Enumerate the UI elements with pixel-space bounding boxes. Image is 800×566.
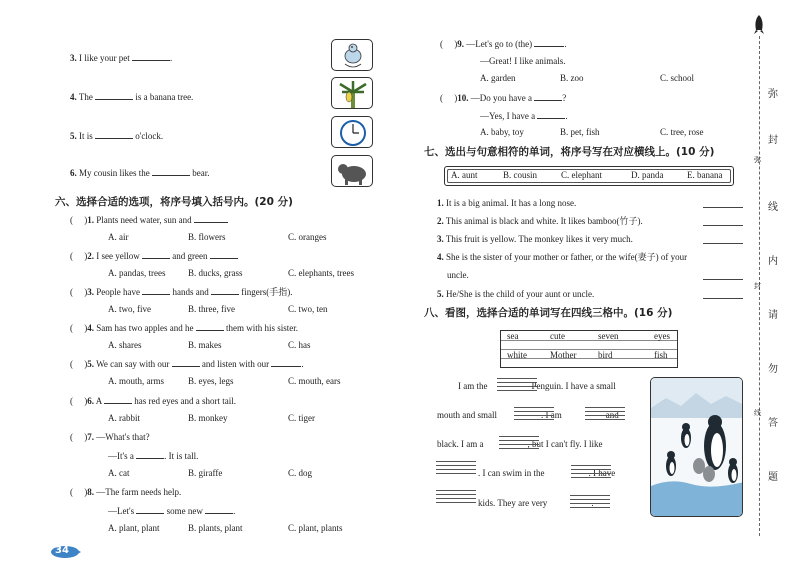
- seal-small-1: 弥: [754, 156, 761, 164]
- seal-char-6: 勿: [768, 364, 778, 375]
- s7-answer-line-2[interactable]: [703, 225, 743, 226]
- mc-1-option-c: C. oranges: [288, 232, 327, 242]
- word-bird: bird: [598, 350, 613, 360]
- q3: 3. I like your pet .: [70, 53, 173, 63]
- word-fish: fish: [654, 350, 668, 360]
- word-white: white: [507, 350, 527, 360]
- mc-5-option-b: B. eyes, legs: [188, 376, 234, 386]
- seal-char-4: 内: [768, 256, 778, 267]
- mc-2-option-c: C. elephants, trees: [288, 268, 354, 278]
- mc-8-line2: —Let's some new .: [108, 506, 236, 516]
- penguin-picture: [650, 377, 743, 517]
- mc-7-option-a: A. cat: [108, 468, 130, 478]
- s7-item-3: 3. This fruit is yellow. The monkey likes it very much.: [437, 234, 633, 244]
- q4: 4. The is a banana tree.: [70, 92, 194, 102]
- mc-2-option-a: A. pandas, trees: [108, 268, 166, 278]
- s7-answer-line-4[interactable]: [703, 279, 743, 280]
- mc-4-option-b: B. makes: [188, 340, 222, 350]
- word-elephant: C. elephant: [561, 170, 602, 180]
- word-seven: seven: [598, 331, 619, 341]
- seal-char-3: 线: [768, 202, 778, 213]
- mc-item-8: ( )8. —The farm needs help.: [70, 487, 182, 497]
- mc-item-10: ( )10. —Do you have a ?: [440, 93, 567, 103]
- write-grid-1[interactable]: [497, 378, 537, 392]
- mc-8-option-c: C. plant, plants: [288, 523, 343, 533]
- mc-item-9: ( )9. —Let's go to (the) .: [440, 39, 567, 49]
- mc-10-option-b: B. pet, fish: [560, 127, 600, 137]
- word-panda: D. panda: [631, 170, 664, 180]
- mc-1-option-b: B. flowers: [188, 232, 226, 242]
- write-grid-7[interactable]: [436, 490, 476, 504]
- banana-tree-picture: [331, 77, 373, 109]
- word-eyes: eyes: [654, 331, 670, 341]
- mc-3-option-b: B. three, five: [188, 304, 235, 314]
- clock-picture: [331, 116, 373, 148]
- passage-line-1: I am the Penguin. I have a small: [458, 381, 616, 391]
- s7-item-2: 2. This animal is black and white. It likes bamboo(竹子).: [437, 216, 643, 226]
- mc-item-5: ( )5. We can say with our and listen with our .: [70, 359, 304, 369]
- page-number: 34: [55, 545, 69, 556]
- seal-char-5: 请: [768, 310, 778, 321]
- section6-title: 六、选择合适的选项，将序号填入括号内。(20 分): [55, 196, 293, 208]
- seal-char-2: 封: [768, 135, 778, 146]
- q6: 6. My cousin likes the bear.: [70, 168, 210, 178]
- mc-6-option-b: B. monkey: [188, 413, 228, 423]
- passage-line-5: kids. They are very .: [478, 498, 594, 508]
- word-cousin: B. cousin: [503, 170, 538, 180]
- mc-4-option-a: A. shares: [108, 340, 142, 350]
- write-grid-3[interactable]: [585, 407, 625, 421]
- mc-3-option-c: C. two, ten: [288, 304, 328, 314]
- section8-word-grid: [500, 330, 678, 368]
- mc-2-option-b: B. ducks, grass: [188, 268, 243, 278]
- mc-item-2: ( )2. I see yellow and green: [70, 250, 238, 262]
- word-banana: E. banana: [687, 170, 723, 180]
- word-mother: Mother: [550, 350, 577, 360]
- q5: 5. It is o'clock.: [70, 131, 164, 141]
- mc-6-option-c: C. tiger: [288, 413, 315, 423]
- mc-9-option-a: A. garden: [480, 73, 516, 83]
- s7-answer-line-1[interactable]: [703, 207, 743, 208]
- mc-3-option-a: A. two, five: [108, 304, 151, 314]
- mc-6-option-a: A. rabbit: [108, 413, 140, 423]
- mc-9-line2: —Great! I like animals.: [480, 56, 566, 66]
- s7-item-4-cont: uncle.: [447, 270, 469, 280]
- mc-4-option-c: C. has: [288, 340, 311, 350]
- mc-item-4: ( )4. Sam has two apples and he them with his sister.: [70, 323, 298, 333]
- s7-answer-line-3[interactable]: [703, 243, 743, 244]
- write-grid-4[interactable]: [499, 436, 539, 450]
- mc-1-option-a: A. air: [108, 232, 129, 242]
- s7-item-1: 1. It is a big animal. It has a long nose.: [437, 198, 577, 208]
- mc-7-line2: —It's a . It is tall.: [108, 451, 199, 461]
- passage-line-2: mouth and small . I am and: [437, 410, 619, 420]
- passage-line-3: black. I am a , but I can't fly. I like: [437, 439, 603, 449]
- bear-picture: [331, 155, 373, 187]
- mc-item-7: ( )7. —What's that?: [70, 432, 150, 442]
- mc-9-option-b: B. zoo: [560, 73, 584, 83]
- mc-item-1: ( )1. Plants need water, sun and: [70, 214, 228, 226]
- seal-small-3: 线: [754, 409, 761, 417]
- word-cute: cute: [550, 331, 565, 341]
- word-sea: sea: [507, 331, 519, 341]
- mc-item-6: ( )6. A has red eyes and a short tail.: [70, 396, 236, 406]
- write-grid-2[interactable]: [514, 407, 554, 421]
- bird-pet-picture: [331, 39, 373, 71]
- mc-8-option-a: A. plant, plant: [108, 523, 160, 533]
- section7-title: 七、选出与句意相符的单词，将序号写在对应横线上。(10 分): [424, 146, 715, 158]
- write-grid-6[interactable]: [571, 465, 611, 479]
- mc-10-option-a: A. baby, toy: [480, 127, 524, 137]
- s7-item-5: 5. He/She is the child of your aunt or uncle.: [437, 289, 595, 299]
- passage-line-4: . I can swim in the . I have: [478, 468, 616, 478]
- page-number-badge: [50, 542, 82, 560]
- mc-10-line2: —Yes, I have a .: [480, 111, 568, 121]
- section8-title: 八、看图，选择合适的单词写在四线三格中。(16 分): [424, 307, 673, 319]
- mc-7-option-b: B. giraffe: [188, 468, 223, 478]
- mc-5-option-c: C. mouth, ears: [288, 376, 341, 386]
- seal-char-7: 答: [768, 418, 778, 429]
- mc-9-option-c: C. school: [660, 73, 695, 83]
- seal-char-1: 弥: [768, 89, 778, 100]
- mc-10-option-c: C. tree, rose: [660, 127, 704, 137]
- write-grid-5[interactable]: [436, 461, 476, 475]
- word-aunt: A. aunt: [451, 170, 478, 180]
- mc-7-option-c: C. dog: [288, 468, 313, 478]
- mc-8-option-b: B. plants, plant: [188, 523, 243, 533]
- s7-item-4: 4. She is the sister of your mother or father, or the wife(妻子) of your: [437, 252, 688, 262]
- mc-5-option-a: A. mouth, arms: [108, 376, 164, 386]
- s7-answer-line-5[interactable]: [703, 298, 743, 299]
- seal-small-2: 封: [754, 282, 761, 290]
- mc-item-3: ( )3. People have hands and fingers(手指).: [70, 287, 293, 297]
- write-grid-8[interactable]: [570, 495, 610, 509]
- seal-char-8: 题: [768, 472, 778, 483]
